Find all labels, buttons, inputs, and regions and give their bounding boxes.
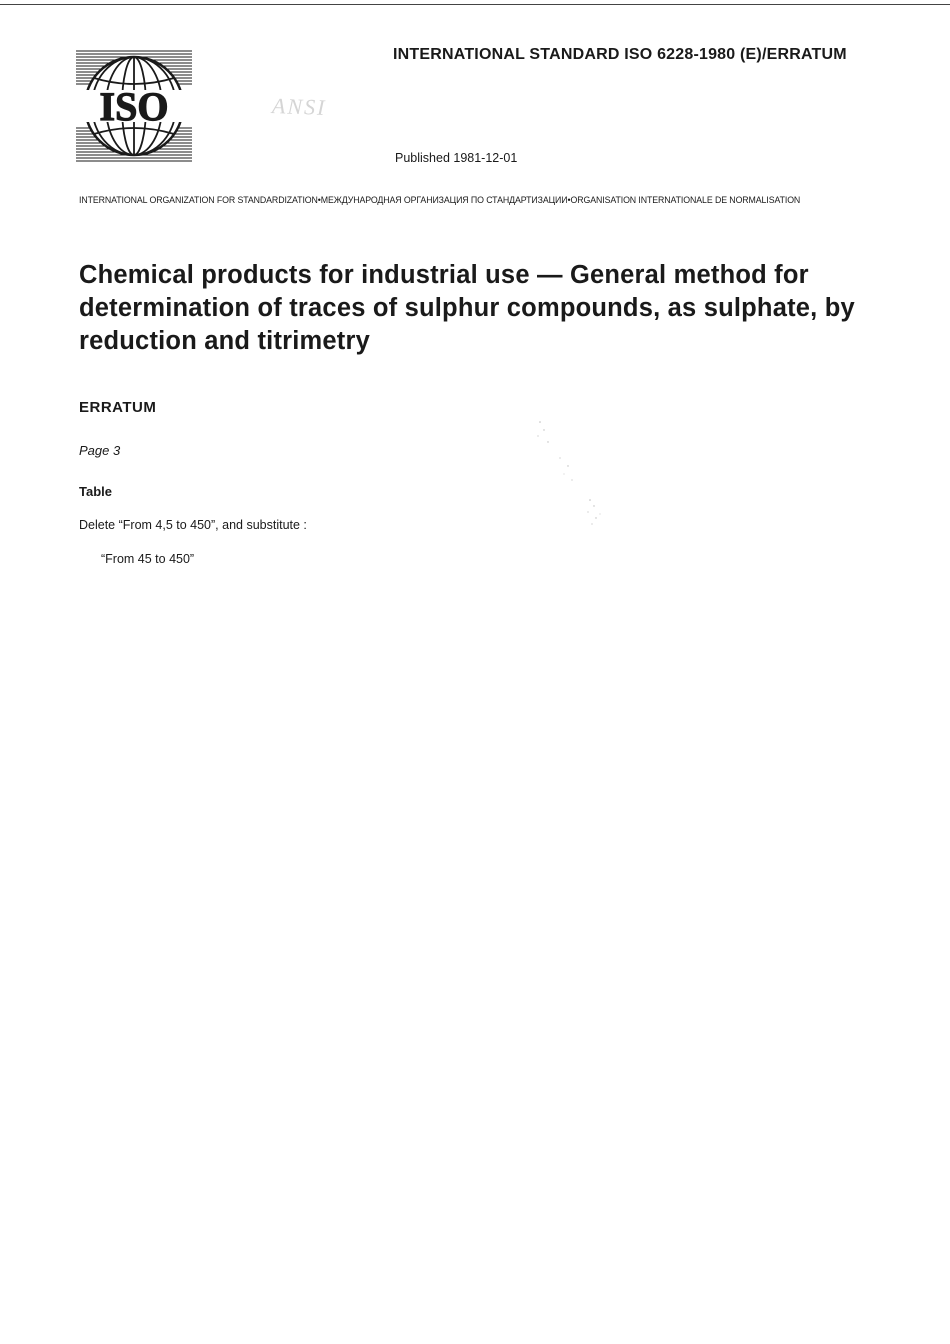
- iso-logo-text: ISO: [99, 84, 169, 129]
- page-reference: Page 3: [79, 443, 121, 458]
- document-title: Chemical products for industrial use — General method for determination of traces of sulphur compounds, as sulphate, by reduction and titrimetry: [79, 261, 855, 355]
- scan-speckle: [530, 418, 620, 538]
- top-rule: [0, 4, 950, 5]
- section-label: Table: [79, 484, 112, 499]
- substitute-text: “From 45 to 450”: [101, 552, 195, 566]
- standard-designation: INTERNATIONAL STANDARD ISO 6228-1980 (E)/ERRATUM: [393, 46, 847, 63]
- erratum-heading: ERRATUM: [79, 399, 157, 416]
- correction-instruction: Delete “From 4,5 to 450”, and substitute :: [79, 518, 307, 532]
- iso-logo: [76, 48, 192, 164]
- publication-date: Published 1981-12-01: [395, 151, 518, 165]
- organization-line: INTERNATIONAL ORGANIZATION FOR STANDARDIZATION•МЕЖДУНАРОДНАЯ ОРГАНИЗАЦИЯ ПО СТАНДАРТИЗАЦИИ•ORGANISATION INTERNATIONALE DE NORMALISATION: [79, 195, 801, 205]
- ansi-stamp: ANSI: [271, 93, 327, 120]
